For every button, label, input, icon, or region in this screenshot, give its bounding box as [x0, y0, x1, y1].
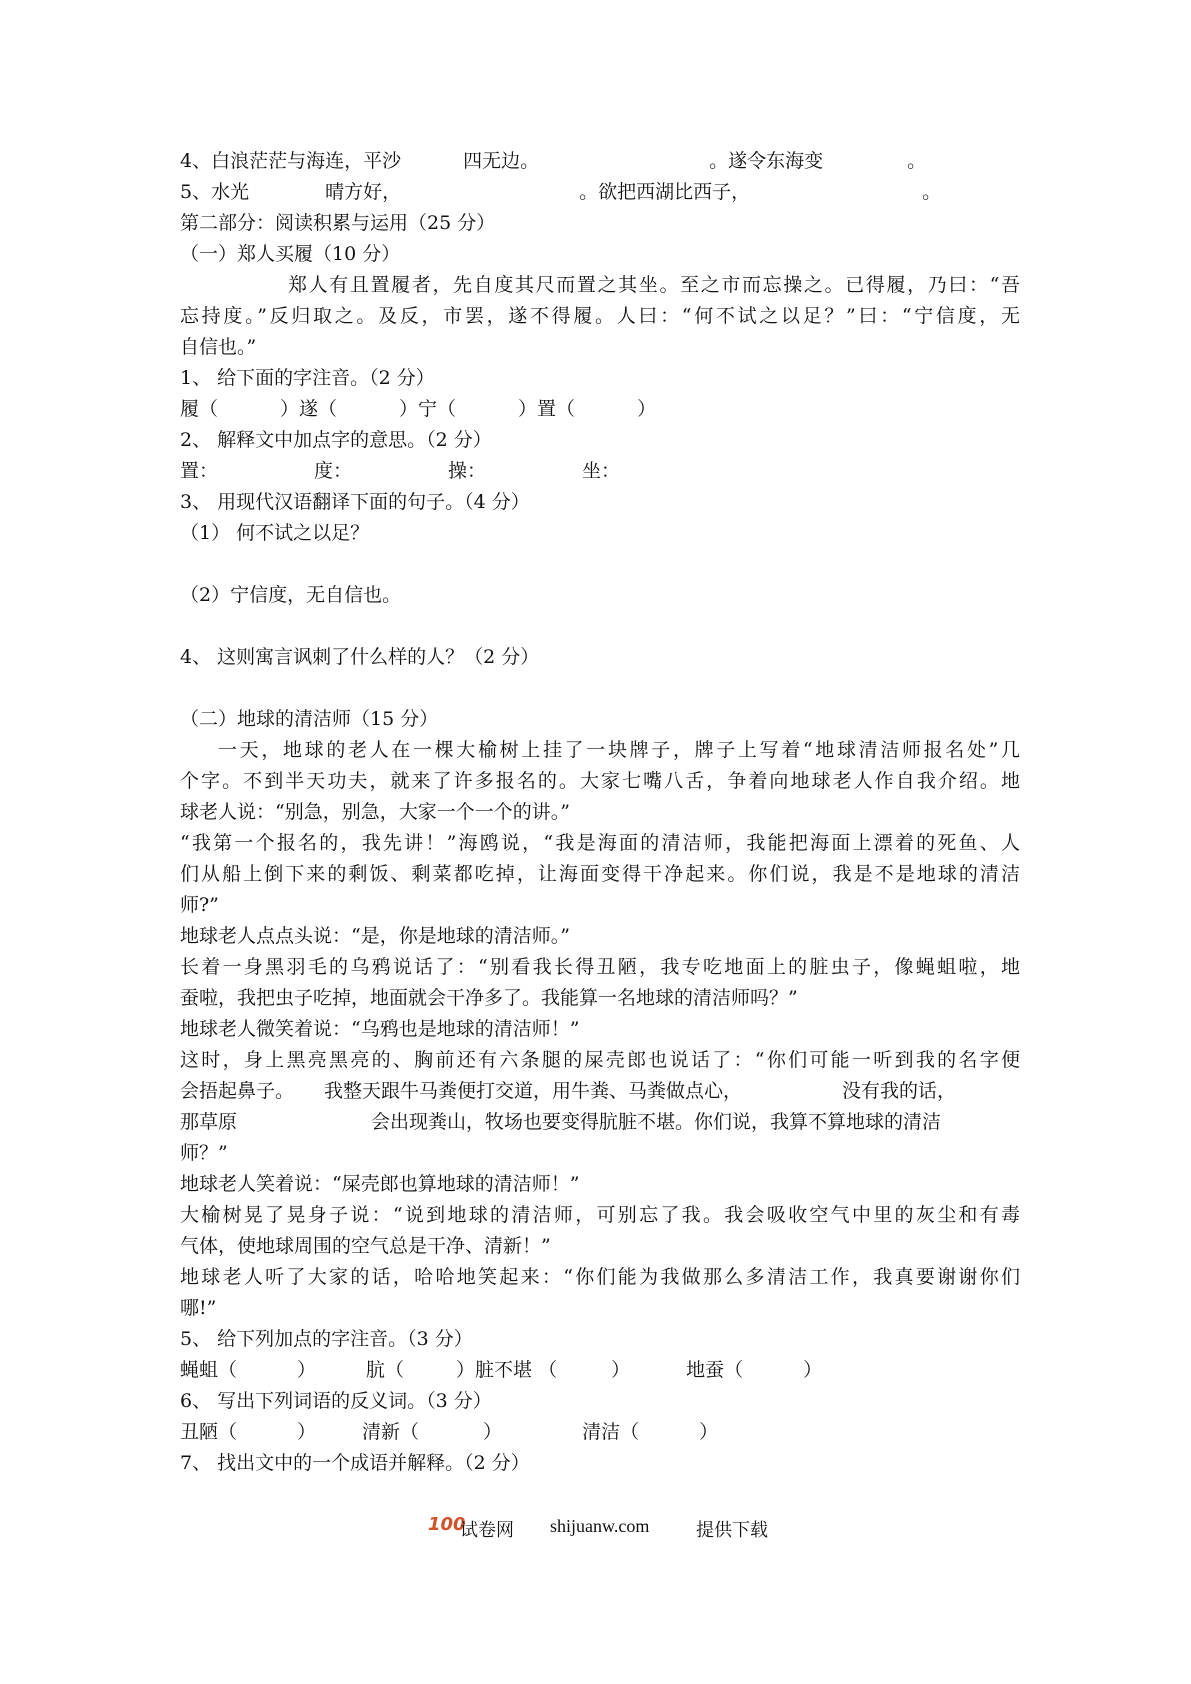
poem-question-5	[180, 181, 1020, 203]
q1-item: 履（	[180, 398, 219, 420]
question-2: 2、 解释文中加点字的意思。（2 分）	[180, 429, 492, 451]
q4-part-d: 。	[907, 150, 927, 172]
section2-title: （二）地球的清洁师（15 分）	[180, 708, 439, 730]
passage2-line: 师？”	[180, 1142, 228, 1164]
question-5-items	[180, 1359, 1020, 1381]
question-1-items	[180, 398, 1020, 420]
passage2-line: 们从船上倒下来的剩饭、剩菜都吃掉，让海面变得干净起来。你们说，我是不是地球的清洁	[180, 863, 1020, 885]
q1-item: ）置（	[518, 398, 576, 420]
passage1-line-1: 郑人有且置履者，先自度其尺而置之其坐。至之市而忘操之。已得履，乃曰：“吾	[288, 274, 1020, 296]
passage2-line: 师?”	[180, 894, 219, 916]
passage2-line: 个字。不到半天功夫，就来了许多报名的。大家七嘴八舌，争着向地球老人作自我介绍。地	[180, 770, 1020, 792]
q6-item: ）	[297, 1421, 317, 1443]
q1-item: ）宁（	[399, 398, 457, 420]
q2-item: 操：	[448, 460, 487, 482]
question-4: 4、 这则寓言讽刺了什么样的人？（2 分）	[180, 646, 540, 668]
passage2-line: 地球老人笑着说：“屎壳郎也算地球的清洁师！”	[180, 1173, 580, 1195]
passage2-fragment: 没有我的话，	[842, 1080, 957, 1102]
q5-item: ）	[803, 1359, 823, 1381]
passage2-line: 地球老人点点头说：“是，你是地球的清洁师。”	[180, 925, 570, 947]
q5-part-c: 。欲把西湖比西子，	[579, 181, 751, 203]
passage1-line-3: 自信也。”	[180, 336, 257, 358]
site-domain-link[interactable]: shijuanw.com	[550, 1516, 650, 1536]
passage2-line: “我第一个报名的，我先讲！”海鸥说，“我是海面的清洁师，我能把海面上漂着的死鱼、人	[180, 832, 1020, 854]
passage2-line: 哪!”	[180, 1297, 217, 1319]
passage2-line: 这时，身上黑亮黑亮的、胸前还有六条腿的屎壳郎也说话了：“你们可能一听到我的名字便	[180, 1049, 1020, 1071]
passage2-fragment: 会捂起鼻子。	[180, 1080, 295, 1102]
question-7: 7、 找出文中的一个成语并解释。（2 分）	[180, 1452, 530, 1474]
q4-part-a: 4、白浪茫茫与海连，平沙	[180, 150, 402, 172]
part2-title: 第二部分：阅读积累与运用（25 分）	[180, 212, 496, 234]
question-2-items	[180, 460, 1020, 482]
passage2-fragment: 我整天跟牛马粪便打交道，用牛粪、马粪做点心，	[324, 1080, 743, 1102]
passage2-line: 球老人说：“别急，别急，大家一个一个的讲。”	[180, 801, 570, 823]
q1-item: ）遂（	[280, 398, 338, 420]
download-text: 提供下载	[696, 1520, 768, 1541]
site-logo: 100	[428, 1514, 466, 1535]
q5-part-a: 5、水光	[180, 181, 250, 203]
passage1-line-2: 忘持度。”反归取之。及反，市罢，遂不得履。人曰：“何不试之以足？”曰：“宁信度，无	[180, 305, 1020, 327]
passage2-fragment: 会出现粪山，牧场也要变得肮脏不堪。你们说，我算不算地球的清洁	[371, 1111, 942, 1133]
passage2-line: 大榆树晃了晃身子说：“说到地球的清洁师，可别忘了我。我会吸收空气中里的灰尘和有毒	[180, 1204, 1020, 1226]
question-5: 5、 给下列加点的字注音。（3 分）	[180, 1328, 473, 1350]
passage2-line: 蚕啦，我把虫子吃掉，地面就会干净多了。我能算一名地球的清洁师吗？”	[180, 987, 798, 1009]
q2-item: 度：	[314, 460, 353, 482]
q5-item: 地蚕（	[686, 1359, 744, 1381]
q5-item: ）	[611, 1359, 631, 1381]
q5-item: 蝇蛆（	[180, 1359, 238, 1381]
question-6: 6、 写出下列词语的反义词。（3 分）	[180, 1390, 492, 1412]
passage2-line: 地球老人听了大家的话，哈哈地笑起来：“你们能为我做那么多清洁工作，我真要谢谢你们	[180, 1266, 1020, 1288]
site-name: 试卷网	[460, 1520, 514, 1541]
question-3: 3、 用现代汉语翻译下面的句子。（4 分）	[180, 491, 530, 513]
q5-item: ）脏不堪 （	[456, 1359, 558, 1381]
q6-item: ）	[483, 1421, 503, 1443]
passage2-fragment: 那草原	[180, 1111, 238, 1133]
q6-item: 清新（	[362, 1421, 420, 1443]
q4-part-c: 。遂令东海变	[709, 150, 824, 172]
section1-title: （一）郑人买履（10 分）	[180, 243, 401, 265]
passage2-line: 气体，使地球周围的空气总是干净、清新！”	[180, 1235, 551, 1257]
question-3-2: （2）宁信度，无自信也。	[180, 584, 402, 606]
question-6-items	[180, 1421, 1020, 1443]
q6-item: 清洁（	[582, 1421, 640, 1443]
passage2-line-mixed	[180, 1080, 1020, 1102]
q6-item: ）	[699, 1421, 719, 1443]
q5-item: 肮（	[366, 1359, 405, 1381]
passage2-line-mixed	[180, 1111, 1020, 1133]
poem-question-4	[180, 150, 1020, 172]
question-1: 1、 给下面的字注音。（2 分）	[180, 367, 435, 389]
q1-item: ）	[637, 398, 657, 420]
q4-part-b: 四无边。	[463, 150, 540, 172]
q2-item: 坐：	[582, 460, 621, 482]
passage2-line: 地球老人微笑着说：“乌鸦也是地球的清洁师！”	[180, 1018, 580, 1040]
page-footer	[0, 1514, 1191, 1540]
question-3-1: （1） 何不试之以足？	[180, 522, 370, 544]
passage2-line: 长着一身黑羽毛的乌鸦说话了：“别看我长得丑陋，我专吃地面上的脏虫子，像蝇蛆啦，地	[180, 956, 1020, 978]
passage2-line: 一天，地球的老人在一棵大榆树上挂了一块牌子，牌子上写着“地球清洁师报名处”几	[218, 739, 1020, 761]
q2-item: 置：	[180, 460, 219, 482]
q5-part-d: 。	[922, 181, 942, 203]
q5-part-b: 晴方好，	[325, 181, 402, 203]
q6-item: 丑陋（	[180, 1421, 238, 1443]
q5-item: ）	[297, 1359, 317, 1381]
